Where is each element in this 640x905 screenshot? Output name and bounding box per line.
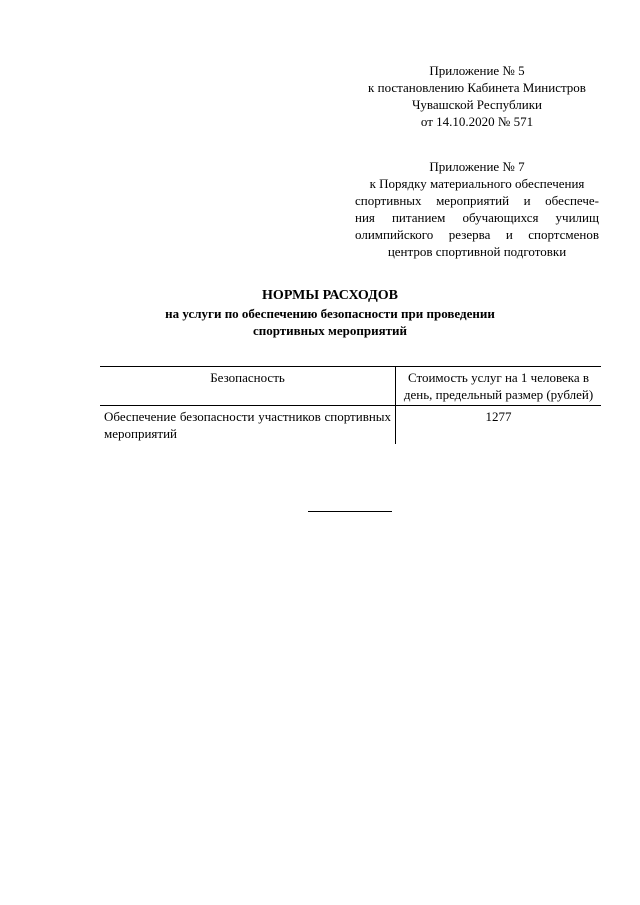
appendix-5-authority: Чувашской Республики <box>411 97 543 112</box>
row-service: Обеспечение безопасности участников спортивных мероприятий <box>104 409 392 441</box>
appendix-5-header <box>355 62 599 130</box>
title-subtitle-line-2: спортивных мероприятий <box>252 323 408 338</box>
end-divider <box>308 511 392 512</box>
appendix-5-date: от 14.10.2020 № 571 <box>420 114 534 129</box>
norms-table <box>100 366 601 444</box>
appendix-5-reference: к постановлению Кабинета Министров <box>368 80 586 95</box>
appendix-7-line-2: к Порядку материального обеспечения <box>369 176 585 191</box>
document-title <box>0 287 640 339</box>
appendix-7-line-4: ния питанием обучающихся училищ <box>355 210 599 225</box>
appendix-7-line-6: центров спортивной подготовки <box>387 244 567 259</box>
row-cost: 1277 <box>396 406 601 445</box>
table-row <box>100 406 601 445</box>
appendix-5-number: Приложение № 5 <box>429 63 525 78</box>
title-subtitle-line-1: на услуги по обеспечению безопасности при проведении <box>165 306 495 321</box>
appendix-7-header <box>355 158 599 260</box>
appendix-7-number: Приложение № 7 <box>429 159 525 174</box>
header-security: Безопасность <box>100 367 396 406</box>
appendix-7-line-3: спортивных мероприятий и обеспече- <box>355 193 599 208</box>
table-header-row <box>100 367 601 406</box>
header-cost: Стоимость услуг на 1 человека в день, предельный размер (рублей) <box>396 367 601 406</box>
title-main: НОРМЫ РАСХОДОВ <box>262 288 398 303</box>
appendix-7-line-5: олимпийского резерва и спортсменов <box>355 227 599 242</box>
